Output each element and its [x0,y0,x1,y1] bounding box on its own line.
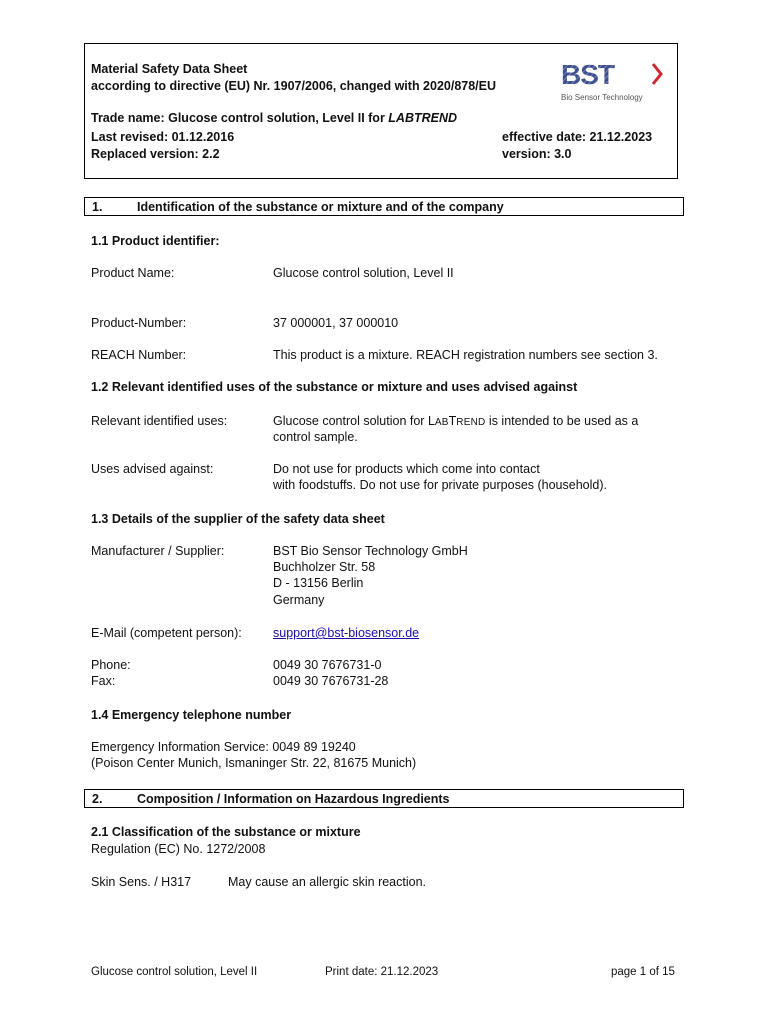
hazard-code: Skin Sens. / H317 [91,875,192,889]
uses-value-b: is intended to be used as a [485,414,639,428]
product-number-label: Product-Number: [91,316,187,330]
reach-label: REACH Number: [91,348,187,362]
logo-tagline: Bio Sensor Technology [561,93,643,102]
logo-text: BST [561,60,614,90]
bst-logo [561,60,671,106]
subsection-2-1: 2.1 Classification of the substance or mixture [91,825,361,839]
phone-label: Phone: [91,658,131,672]
section-2-heading [84,789,684,808]
uses-label: Relevant identified uses: [91,414,228,428]
against-label: Uses advised against: [91,462,214,476]
subsection-1-2: 1.2 Relevant identified uses of the substance or mixture and uses advised against [91,380,578,394]
subsection-1-1: 1.1 Product identifier: [91,234,220,248]
section-1-title: Identification of the substance or mixture and of the company [137,200,504,214]
product-name-value: Glucose control solution, Level II [273,266,454,280]
email-link[interactable]: support@bst-biosensor.de [273,626,420,640]
footer-page-number: page 1 of 15 [611,966,675,978]
trade-name-prefix: Trade name: Glucose control solution, Level II for [91,111,389,125]
bst-logo-mark [561,60,671,106]
replaced-version: Replaced version: 2.2 [91,147,220,161]
subsection-1-3: 1.3 Details of the supplier of the safety data sheet [91,512,385,526]
effective-date: effective date: 21.12.2023 [502,130,653,144]
uses-brand-rend: REND [456,417,486,428]
product-name-label: Product Name: [91,266,175,280]
emergency-line1: Emergency Information Service: 0049 89 19240 [91,740,356,754]
section-2-title: Composition / Information on Hazardous Ingredients [137,792,450,806]
hazard-text: May cause an allergic skin reaction. [228,875,427,889]
section-1-number: 1. [92,200,103,214]
directive-line: according to directive (EU) Nr. 1907/2006, changed with 2020/878/EU [91,79,497,93]
uses-value [273,414,638,428]
uses-brand-T: T [448,414,457,428]
subsection-1-4: 1.4 Emergency telephone number [91,708,292,722]
trade-name [91,111,457,125]
document-title: Material Safety Data Sheet [91,62,248,76]
email-label: E-Mail (competent person): [91,626,242,640]
uses-value-line2: control sample. [273,430,358,444]
against-value-line2: with foodstuffs. Do not use for private purposes (household). [273,478,607,492]
manufacturer-label: Manufacturer / Supplier: [91,544,225,558]
manufacturer-line: D - 13156 Berlin [273,576,364,590]
section-2-number: 2. [92,792,103,806]
manufacturer-line: Buchholzer Str. 58 [273,560,376,574]
footer-print-date: Print date: 21.12.2023 [325,966,439,978]
uses-brand-ab: AB [434,417,449,428]
reach-value: This product is a mixture. REACH registration numbers see section 3. [273,348,658,362]
manufacturer-line: Germany [273,593,325,607]
product-number-value: 37 000001, 37 000010 [273,316,399,330]
manufacturer-line: BST Bio Sensor Technology GmbH [273,544,468,558]
footer-product: Glucose control solution, Level II [91,966,258,978]
fax-label: Fax: [91,674,116,688]
against-value-line1: Do not use for products which come into contact [273,462,540,476]
trade-name-brand: LABTREND [388,111,458,125]
version: version: 3.0 [502,147,572,161]
uses-value-a: Glucose control solution for [273,414,428,428]
emergency-line2: (Poison Center Munich, Ismaninger Str. 22, 81675 Munich) [91,756,417,770]
section-1-heading [84,197,684,216]
regulation: Regulation (EC) No. 1272/2008 [91,842,266,856]
uses-brand-L: L [427,414,435,428]
last-revised: Last revised: 01.12.2016 [91,130,235,144]
fax-value: 0049 30 7676731-28 [273,674,389,688]
uses-brand [428,414,485,428]
phone-value: 0049 30 7676731-0 [273,658,382,672]
